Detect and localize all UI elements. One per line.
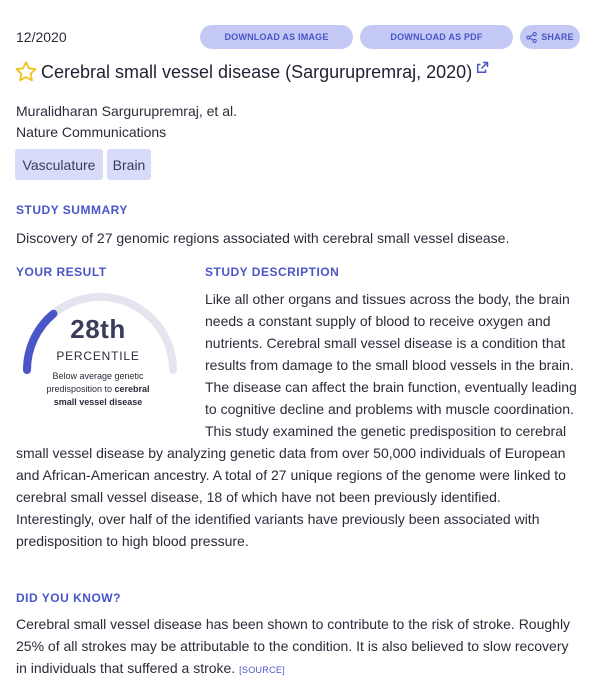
did-you-know-heading: DID YOU KNOW?: [16, 591, 121, 605]
study-description-text: Like all other organs and tissues across the body, the brain needs a constant supply of blood to receive oxygen and nutrients. Cerebral small vessel disease is a condition that results from damage to the small blood vessels in the brain. The disease can affect the brain function, eventually leading to cognitive decline and problems with muscle coordination. This study examined the genetic predisposition to cerebral small vessel disease by analyzing genetic data from over 50,000 individuals of European and African-American ancestry. A total of 27 unique regions of the genome were linked to cerebral small vessel disease, 18 of which have not been previously identified. Interestingly, over half of the identified variants have previously been associated with predisposition to high blood pressure.: [16, 291, 577, 549]
percentile-number: 28th: [70, 314, 126, 344]
study-description-heading: STUDY DESCRIPTION: [205, 265, 340, 279]
study-title: Cerebral small vessel disease (Sargurupremraj, 2020): [41, 61, 473, 82]
did-you-know: [16, 613, 582, 681]
title-row: [14, 60, 489, 84]
star-icon[interactable]: [14, 60, 38, 84]
study-authors: Muralidharan Sargurupremraj, et al.: [16, 103, 237, 119]
share-icon: [526, 32, 537, 43]
download-image-button[interactable]: DOWNLOAD AS IMAGE: [200, 25, 353, 49]
download-pdf-button[interactable]: DOWNLOAD AS PDF: [360, 25, 513, 49]
your-result-heading: YOUR RESULT: [16, 265, 107, 279]
tag-brain[interactable]: Brain: [107, 149, 151, 180]
study-summary-text: Discovery of 27 genomic regions associated with cerebral small vessel disease.: [16, 230, 510, 246]
external-link-icon[interactable]: [476, 61, 489, 74]
result-condition: cerebral small vessel disease: [53, 384, 150, 407]
share-label: SHARE: [541, 32, 574, 42]
study-date: 12/2020: [16, 29, 67, 45]
study-journal: Nature Communications: [16, 124, 167, 140]
tag-vasculature[interactable]: Vasculature: [15, 149, 103, 180]
study-description: [16, 288, 579, 552]
share-button[interactable]: [520, 25, 580, 49]
study-summary-heading: STUDY SUMMARY: [16, 203, 128, 217]
percentile-label: PERCENTILE: [56, 349, 140, 363]
study-meta: [16, 101, 237, 143]
did-you-know-text: Cerebral small vessel disease has been shown to contribute to the risk of stroke. Roughly 25% of all strokes may be attributable to the condition. It is also believed to slow recovery in individuals that suffered a stroke.: [16, 616, 571, 676]
result-description-text: Below average genetic predisposition to: [46, 371, 144, 394]
source-link[interactable]: [SOURCE]: [239, 665, 285, 675]
